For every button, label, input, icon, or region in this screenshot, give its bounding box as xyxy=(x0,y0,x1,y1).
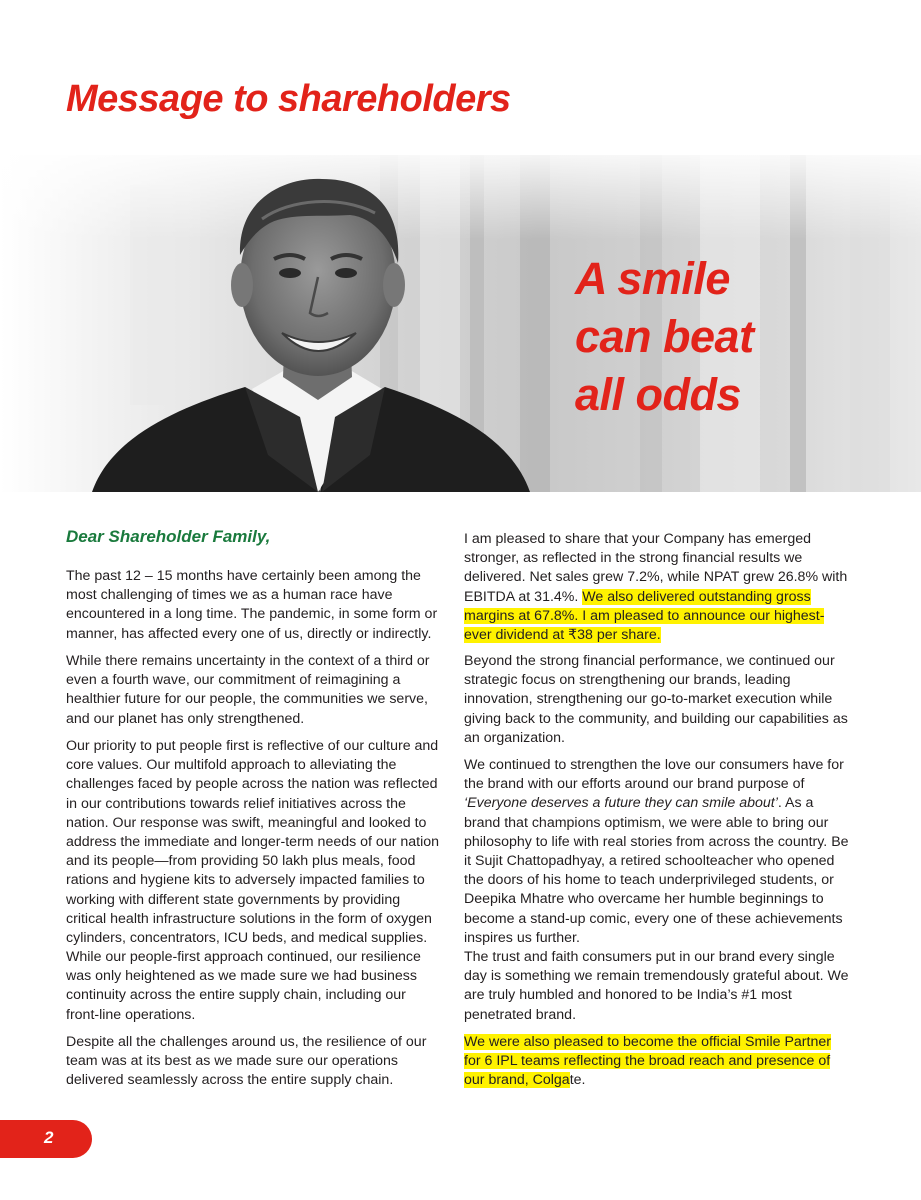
paragraph: While our people-first approach continued, our resilience was only heightened as we made sure we had business continuity across the entire supply chain, including our front-line operations. xyxy=(66,949,421,1023)
paragraph xyxy=(464,530,849,645)
paragraph: Beyond the strong financial performance, we continued our strategic focus on strengthening our brands, leading innovation, strengthening our go-to-market execution while giving back to the community, and building our capabilities as an organization. xyxy=(464,653,848,746)
salutation: Dear Shareholder Family, xyxy=(66,527,271,546)
paragraph-text: We continued to strengthen the love our consumers have for the brand with our efforts around our brand purpose of xyxy=(464,757,844,793)
highlighted-text: We also delivered outstanding gross margins at 67.8%. I am pleased to announce our highest-ever dividend at ₹38 per share. xyxy=(464,588,825,644)
paragraph: The trust and faith consumers put in our brand every single day is something we remain tremendously grateful about. We are truly humbled and honored to be India’s #1 most penetrated brand. xyxy=(464,949,849,1023)
hero-photo xyxy=(0,155,921,492)
tagline-line: can beat xyxy=(575,311,754,362)
paragraph: While there remains uncertainty in the context of a third or even a fourth wave, our commitment of reimagining a healthier future for our people, the communities we serve, and our planet has only strengthened. xyxy=(66,653,430,727)
paragraph-text: te. xyxy=(569,1072,586,1089)
paragraph xyxy=(464,1033,849,1091)
paragraph: The past 12 – 15 months have certainly been among the most challenging of times we as a human race have encountered in a long time. The pandemic, in some form or manner, has affected every one of us, directly or indirectly. xyxy=(66,568,438,642)
paragraph: Our priority to put people first is reflective of our culture and core values. Our multifold approach to alleviating the challenges faced by people across the nation was reflected in our contributions towards relief initiatives across the nation. Our response was swift, meaningful and looked to address the immediate and longer-term needs of our nation and its people—from providing 50 lakh plus meals, food rations and hygiene kits to adversely impacted families to working with different state governments by providing critical health infrastructure solutions in the form of oxygen cylinders, concentrators, ICU beds, and medical supplies. xyxy=(66,738,440,947)
hero-tagline xyxy=(575,250,754,424)
page-title: Message to shareholders xyxy=(66,78,511,120)
tagline-line: all odds xyxy=(575,369,742,420)
tagline-line: A smile xyxy=(575,253,730,304)
brand-purpose-quote: ‘Everyone deserves a future they can smile about’ xyxy=(464,795,778,812)
portrait-image xyxy=(0,155,921,492)
page-number: 2 xyxy=(44,1128,54,1147)
highlighted-text: We were also pleased to become the official Smile Partner for 6 IPL teams reflecting the broad reach and presence of our brand, Colga xyxy=(464,1034,831,1089)
page-number-tab xyxy=(0,1120,92,1158)
paragraph: Despite all the challenges around us, the resilience of our team was at its best as we made sure our operations delivered seamlessly across the entire supply chain. xyxy=(66,1034,427,1089)
paragraph-text: . As a brand that champions optimism, we were able to bring our philosophy to life with real stories from across the country. Be it Sujit Chattopadhyay, a retired schoolteacher who opened the doors of his home to teach underprivileged students, or Deepika Mhatre who overcame her humble beginnings to become a stand-up comic, every one of these achievements inspires us further. xyxy=(464,795,849,946)
paragraph-text: I am pleased to share that your Company has emerged stronger, as reflected in the strong financial results we delivered. Net sales grew 7.2%, while NPAT grew 26.8% with EBITDA at 31.4%. xyxy=(464,531,848,605)
paragraph xyxy=(464,756,849,948)
